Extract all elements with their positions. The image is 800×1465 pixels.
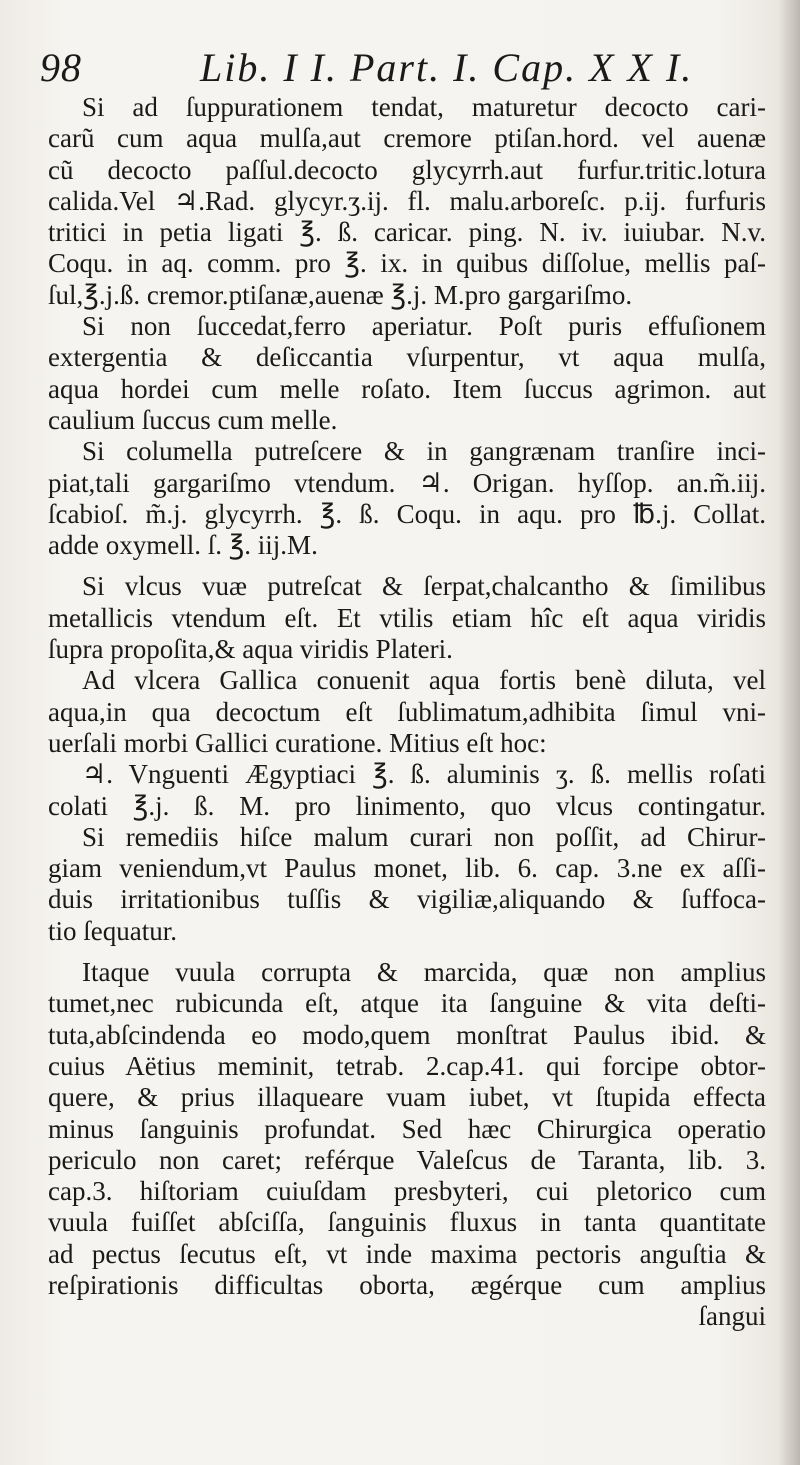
text-line: Si vlcus vuæ putreſcat & ſerpat,chalcantho & ſimilibus	[82, 571, 766, 602]
text-line: vuula fuiſſet abſciſſa, ſanguinis fluxus in tanta quantitate	[48, 1207, 766, 1238]
page-gutter-shadow	[778, 0, 800, 1465]
text-line: tumet,nec rubicunda eſt, atque ita ſanguine & vita deſti-	[48, 988, 766, 1019]
text-line: duis irritationibus tuſſis & vigiliæ,aliquando & ſuffoca-	[48, 884, 766, 915]
text-line: minus ſanguinis profundat. Sed hæc Chirurgica operatio	[48, 1113, 766, 1144]
text-line: ſupra propoſita,& aqua viridis Plateri.	[48, 634, 453, 665]
text-line: carũ cum aqua mulſa,aut cremore ptiſan.hord. vel auenæ	[48, 123, 766, 154]
text-line: quere, & prius illaqueare vuam iubet, vt ſtupida effecta	[48, 1082, 766, 1113]
text-line: adde oxymell. ſ. ℥. iij.M.	[48, 530, 318, 561]
text-line: Coqu. in aq. comm. pro ℥. ix. in quibus diſſolue, mellis paſ-	[48, 248, 766, 279]
text-line: ſcabioſ. m̃.j. glycyrrh. ℥. ß. Coqu. in aqu. pro ℔.j. Collat.	[48, 498, 766, 529]
text-line: metallicis vtendum eſt. Et vtilis etiam hîc eſt aqua viridis	[48, 602, 766, 633]
text-line: aqua hordei cum melle roſato. Item ſuccus agrimon. aut	[48, 373, 766, 404]
text-line: periculo non caret; reférque Valeſcus de Taranta, lib. 3.	[48, 1144, 766, 1175]
text-line: ♃. Vnguenti Ægyptiaci ℥. ß. aluminis ʒ. ß. mellis roſati	[82, 759, 766, 790]
text-line: ad pectus ſecutus eſt, vt inde maxima pectoris anguſtia &	[48, 1238, 766, 1269]
text-line: Si columella putreſcere & in gangrænam tranſire inci-	[82, 436, 766, 467]
text-line: aqua,in qua decoctum eſt ſublimatum,adhibita ſimul vni-	[48, 696, 766, 727]
text-line: cuius Aëtius meminit, tetrab. 2.cap.41. qui forcipe obtor-	[48, 1050, 766, 1081]
text-line: Itaque vuula corrupta & marcida, quæ non amplius	[82, 957, 766, 988]
text-line: Si ad ſuppurationem tendat, maturetur decocto cari-	[82, 92, 766, 122]
text-line: Ad vlcera Gallica conuenit aqua fortis benè diluta, vel	[82, 665, 766, 696]
page-number: 98	[40, 45, 82, 90]
text-line: caulium ſuccus cum melle.	[48, 404, 338, 435]
text-line: uerſali morbi Gallici curatione. Mitius eſt hoc:	[48, 727, 547, 758]
text-line: Si non ſuccedat,ferro aperiatur. Poſt puris effuſionem	[82, 311, 766, 342]
running-head: Lib. I I. Part. I. Cap. X X I.	[200, 45, 694, 90]
text-line: piat,tali gargariſmo vtendum. ♃. Origan. hyſſop. an.m̃.iij.	[48, 467, 766, 498]
text-line: tritici in petia ligati ℥. ß. caricar. ping. N. iv. iuiubar. N.v.	[48, 217, 766, 248]
text-line: tio ſequatur.	[48, 915, 177, 946]
page-header	[40, 44, 760, 90]
text-line: tuta,abſcindenda eo modo,quem monſtrat Paulus ibid. &	[48, 1019, 766, 1050]
catchword: ſangui	[698, 1301, 766, 1332]
text-line: Si remediis hiſce malum curari non poſſit, ad Chirur-	[82, 821, 766, 852]
text-line: reſpirationis difficultas oborta, ægérque cum amplius	[48, 1269, 766, 1300]
text-line: cap.3. hiſtoriam cuiuſdam presbyteri, cui pletorico cum	[48, 1176, 766, 1207]
text-line: giam veniendum,vt Paulus monet, lib. 6. cap. 3.ne ex aſſi-	[48, 853, 766, 884]
text-line: colati ℥.j. ß. M. pro linimento, quo vlcus contingatur.	[48, 790, 766, 821]
text-line: cũ decocto paſſul.decocto glycyrrh.aut furfur.tritic.lotura	[48, 154, 766, 185]
text-body	[48, 92, 766, 1333]
text-line: calida.Vel ♃.Rad. glycyr.ʒ.ij. fl. malu.arboreſc. p.ij. furfuris	[48, 185, 766, 216]
text-line: extergentia & deſiccantia vſurpentur, vt aqua mulſa,	[48, 342, 766, 373]
text-line: ſul,℥.j.ß. cremor.ptiſanæ,auenæ ℥.j. M.pro gargariſmo.	[48, 279, 633, 310]
